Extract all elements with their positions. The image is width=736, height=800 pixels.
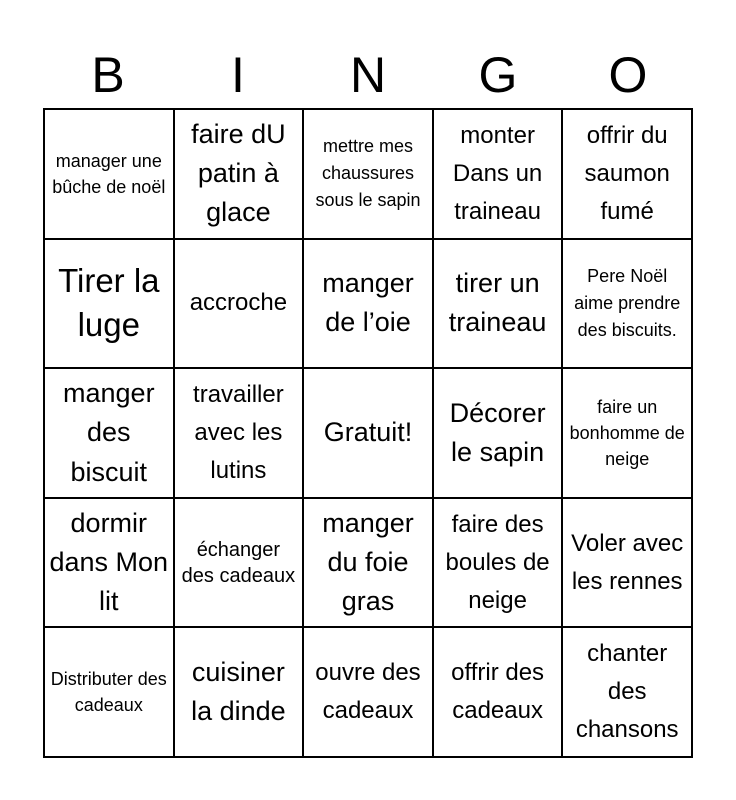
bingo-cell[interactable]: manger des biscuit [44,368,174,498]
bingo-cell[interactable]: monter Dans un traineau [433,109,563,239]
bingo-cell[interactable]: Pere Noël aime prendre des biscuits. [562,239,692,369]
bingo-cell[interactable]: faire des boules de neige [433,498,563,628]
bingo-cell[interactable]: Décorer le sapin [433,368,563,498]
bingo-header [43,42,693,108]
bingo-cell[interactable]: faire un bonhomme de neige [562,368,692,498]
bingo-cell[interactable]: dormir dans Mon lit [44,498,174,628]
bingo-cell[interactable]: Distributer des cadeaux [44,627,174,757]
bingo-card-grid [43,108,693,758]
bingo-cell[interactable]: Tirer la luge [44,239,174,369]
bingo-cell[interactable]: manager une bûche de noël [44,109,174,239]
bingo-cell[interactable]: chanter des chansons [562,627,692,757]
bingo-cell[interactable]: offrir des cadeaux [433,627,563,757]
bingo-cell[interactable]: Voler avec les rennes [562,498,692,628]
bingo-cell[interactable]: manger du foie gras [303,498,433,628]
bingo-cell[interactable]: échanger des cadeaux [174,498,304,628]
header-letter-g: G [478,47,518,103]
header-letter-b: B [91,47,125,103]
bingo-cell free-space[interactable]: Gratuit! [303,368,433,498]
bingo-cell[interactable]: ouvre des cadeaux [303,627,433,757]
bingo-cell[interactable]: accroche [174,239,304,369]
bingo-cell[interactable]: travailler avec les lutins [174,368,304,498]
bingo-cell[interactable]: mettre mes chaussures sous le sapin [303,109,433,239]
header-letter-i: I [231,47,245,103]
bingo-cell[interactable]: offrir du saumon fumé [562,109,692,239]
bingo-cell[interactable]: manger de l’oie [303,239,433,369]
bingo-cell[interactable]: faire dU patin à glace [174,109,304,239]
header-letter-o: O [608,47,648,103]
bingo-cell[interactable]: cuisiner la dinde [174,627,304,757]
header-letter-n: N [349,47,387,103]
bingo-cell[interactable]: tirer un traineau [433,239,563,369]
